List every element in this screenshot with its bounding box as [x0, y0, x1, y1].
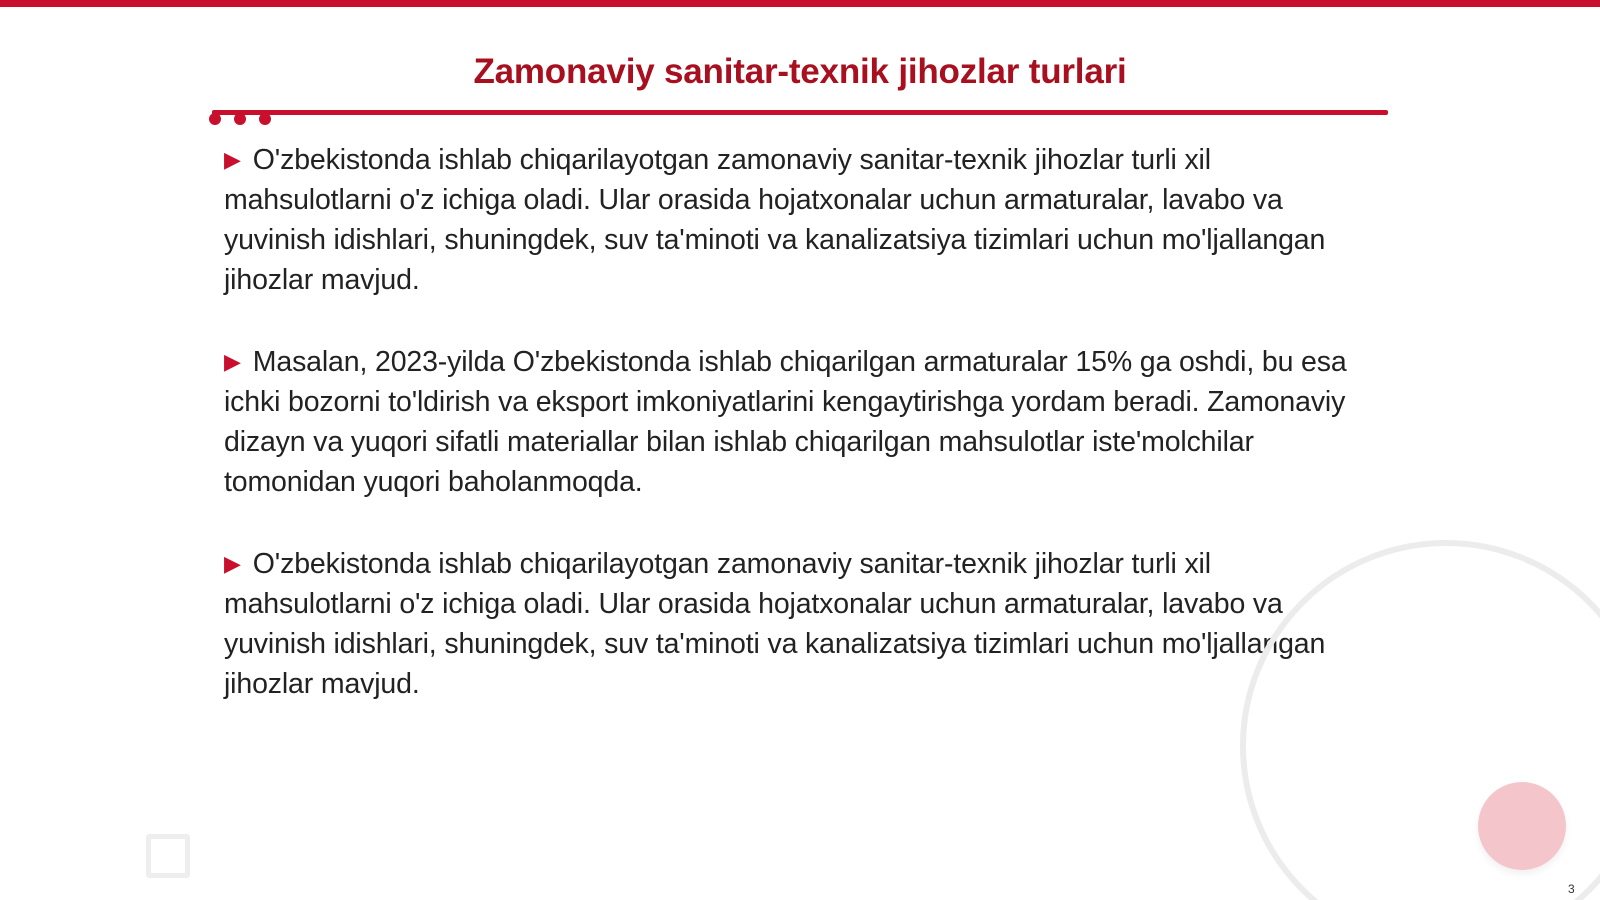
bullet-list — [224, 140, 1384, 746]
bullet-item — [224, 342, 1384, 502]
bullet-arrow-icon: ▶ — [224, 147, 241, 172]
bullet-text: O'zbekistonda ishlab chiqarilayotgan zamonaviy sanitar-texnik jihozlar turli xil mahsulotlarni o'z ichiga oladi. Ular orasida hojatxonalar uchun armaturalar, lavabo va yuvinish idishlari, shuningdek, suv ta'minoti va kanalizatsiya tizimlari uchun mo'ljallangan jihozlar mavjud. — [224, 548, 1326, 700]
slide-title: Zamonaviy sanitar-texnik jihozlar turlari — [473, 52, 1127, 91]
title-underline — [212, 110, 1388, 115]
page-number: 3 — [1568, 882, 1575, 896]
decorative-dot — [209, 113, 221, 125]
bullet-arrow-icon: ▶ — [224, 349, 241, 374]
top-accent-bar — [0, 0, 1600, 7]
bullet-text: Masalan, 2023-yilda O'zbekistonda ishlab chiqarilgan armaturalar 15% ga oshdi, bu esa ichki bozorni to'ldirish va eksport imkoniyatlarini kengaytirishga yordam beradi. Zamonaviy dizayn va yuqori sifatli materiallar bilan ishlab chiqarilgan mahsulotlar iste'molchilar tomonidan yuqori baholanmoqda. — [224, 346, 1347, 498]
decorative-square — [146, 834, 190, 878]
decorative-circle — [1478, 782, 1566, 870]
bullet-item — [224, 544, 1384, 704]
decorative-dot — [234, 113, 246, 125]
bullet-arrow-icon: ▶ — [224, 551, 241, 576]
bullet-text: O'zbekistonda ishlab chiqarilayotgan zamonaviy sanitar-texnik jihozlar turli xil mahsulotlarni o'z ichiga oladi. Ular orasida hojatxonalar uchun armaturalar, lavabo va yuvinish idishlari, shuningdek, suv ta'minoti va kanalizatsiya tizimlari uchun mo'ljallangan jihozlar mavjud. — [224, 144, 1326, 296]
decorative-dot — [259, 113, 271, 125]
bullet-item — [224, 140, 1384, 300]
